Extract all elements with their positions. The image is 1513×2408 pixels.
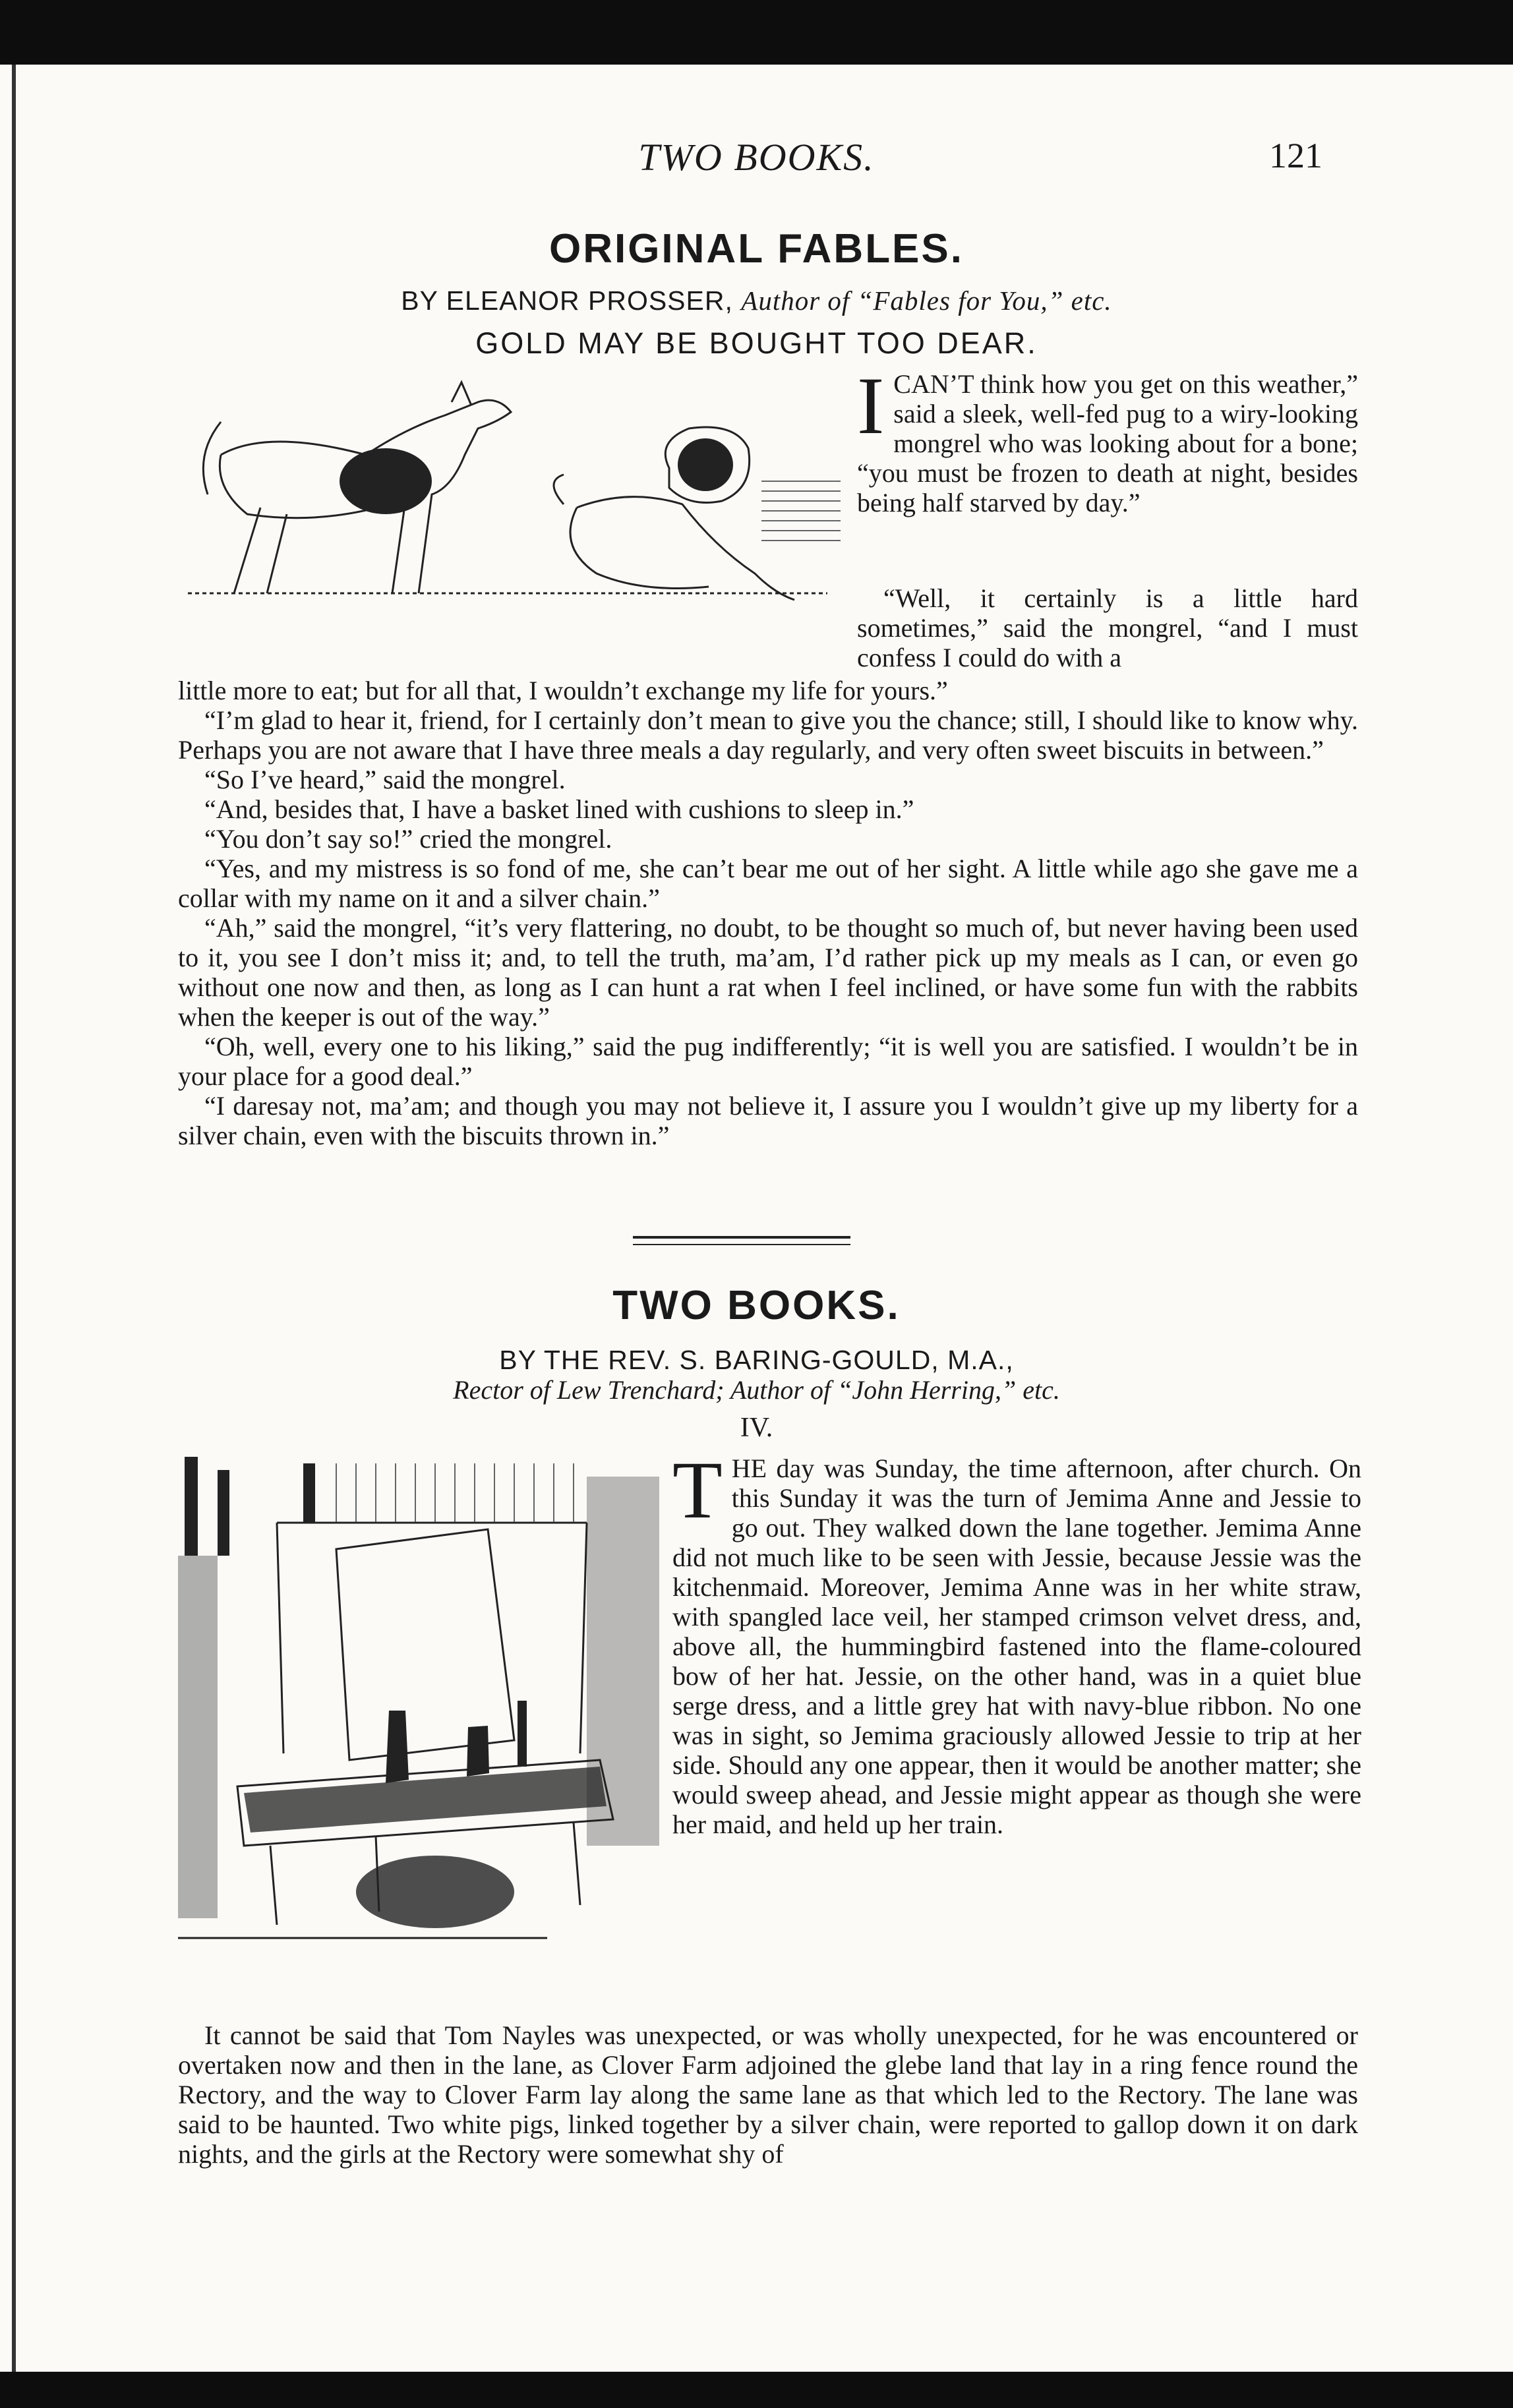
fable-paragraph: “You don’t say so!” cried the mongrel. [204, 824, 612, 854]
chapter-number: IV. [740, 1413, 773, 1443]
section-divider [633, 1244, 850, 1245]
fable-paragraph: “I’m glad to hear it, friend, for I certainly don’t mean to give you the chance; still, I should like to know why. Perhaps you are not aware that I have three meals a day regularly, and very often sweet biscuits in between.” [178, 705, 1358, 765]
fable-paragraph: little more to eat; but for all that, I wouldn’t exchange my life for yours.” [178, 676, 948, 705]
fable-paragraph: “Ah,” said the mongrel, “it’s very flattering, no doubt, to be thought so much of, but never having been used to it, you see I don’t miss it; and, to tell the truth, ma’am, I’d rather pick up my meals as I can, or even go without one now and then, as long as I can hunt a rat when I feel inclined, or have some fun with the rabbits when the keeper is out of the way.” [178, 913, 1358, 1032]
dog-and-pug-illustration [168, 376, 847, 633]
fable-dropcap: I [857, 361, 885, 451]
fables-title: ORIGINAL FABLES. [549, 226, 964, 272]
two-books-title: TWO BOOKS. [612, 1283, 901, 1328]
story-second-paragraph: It cannot be said that Tom Nayles was unexpected, or was wholly unexpected, for he was encountered or overtaken now and then in the lane, as Clover Farm adjoined the glebe land that lay in a ring fence round the Rectory, and the way to Clover Farm lay along the same lane as that which led to the Rectory. The lane was said to be haunted. Two white pigs, linked together by a silver chain, were reported to gallop down it on dark nights, and the girls at the Rectory were somewhat shy of [178, 2020, 1358, 2169]
fable-body [178, 676, 1358, 1150]
page-number: 121 [1269, 136, 1322, 175]
fables-byline [0, 285, 1513, 316]
fable-paragraph: “So I’ve heard,” said the mongrel. [204, 765, 566, 794]
fable-opening-text: CAN’T think how you get on this weather,” said a sleek, well-fed pug to a wiry-looking mongrel who was looking about for a bone; “you must be frozen to death at night, besides being half starved by day.” [857, 369, 1358, 517]
fable-paragraph: “I daresay not, ma’am; and though you may not believe it, I assure you I wouldn’t give up my liberty for a silver chain, even with the biscuits thrown in.” [178, 1091, 1358, 1150]
fables-byline-credit: Author of “Fables for You,” etc. [741, 285, 1112, 316]
fable-opening-paragraph [857, 361, 1358, 517]
bottom-border [0, 2372, 1513, 2408]
fable-paragraph: “Oh, well, every one to his liking,” said the pug indifferently; “it is well you are satisfied. I wouldn’t be in your place for a good deal.” [178, 1032, 1358, 1091]
fable-second-paragraph: “Well, it certainly is a little hard sometimes,” said the mongrel, “and I must confess I could do with a [857, 583, 1358, 672]
fable-paragraph: “Yes, and my mistress is so fond of me, she can’t bear me out of her sight. A little while ago she gave me a collar with my name on it and a silver chain.” [178, 854, 1358, 913]
fable-paragraph: “And, besides that, I have a basket lined with cushions to sleep in.” [204, 794, 914, 824]
top-border [0, 0, 1513, 65]
story-dropcap: T [672, 1445, 723, 1535]
running-header: TWO BOOKS. [638, 136, 875, 179]
two-books-byline-credit: Rector of Lew Trenchard; Author of “John Herring,” etc. [453, 1375, 1060, 1405]
fable-story-title: GOLD MAY BE BOUGHT TOO DEAR. [475, 326, 1038, 360]
story-opening-text: HE day was Sunday, the time afternoon, after church. On this Sunday it was the turn of Jemima Anne and Jessie to go out. They walked down the lane together. Jemima Anne did not much like to be seen with Jessie, because Jessie was the kitchenmaid. Moreover, Jemima Anne was in her white straw, with spangled lace veil, her stamped crimson velvet dress, and, above all, the hummingbird fastened into the flame-coloured bow of her hat. Jessie, on the other hand, was in a quiet blue serge dress, and a little grey hat with navy-blue ribbon. No one was in sight, so Jemima graciously allowed Jessie to trip at her side. Should any one appear, then it would be another matter; she would sweep ahead, and Jessie might appear as though she were her maid, and held up her train. [672, 1454, 1361, 1839]
fables-byline-author: BY ELEANOR PROSSER, [401, 285, 733, 316]
story-opening-paragraph [672, 1445, 1361, 1839]
dressing-table-illustration [178, 1450, 669, 1948]
two-books-byline: BY THE REV. S. BARING-GOULD, M.A., [499, 1345, 1014, 1375]
section-divider [633, 1236, 850, 1239]
left-margin-rule [12, 65, 16, 2372]
